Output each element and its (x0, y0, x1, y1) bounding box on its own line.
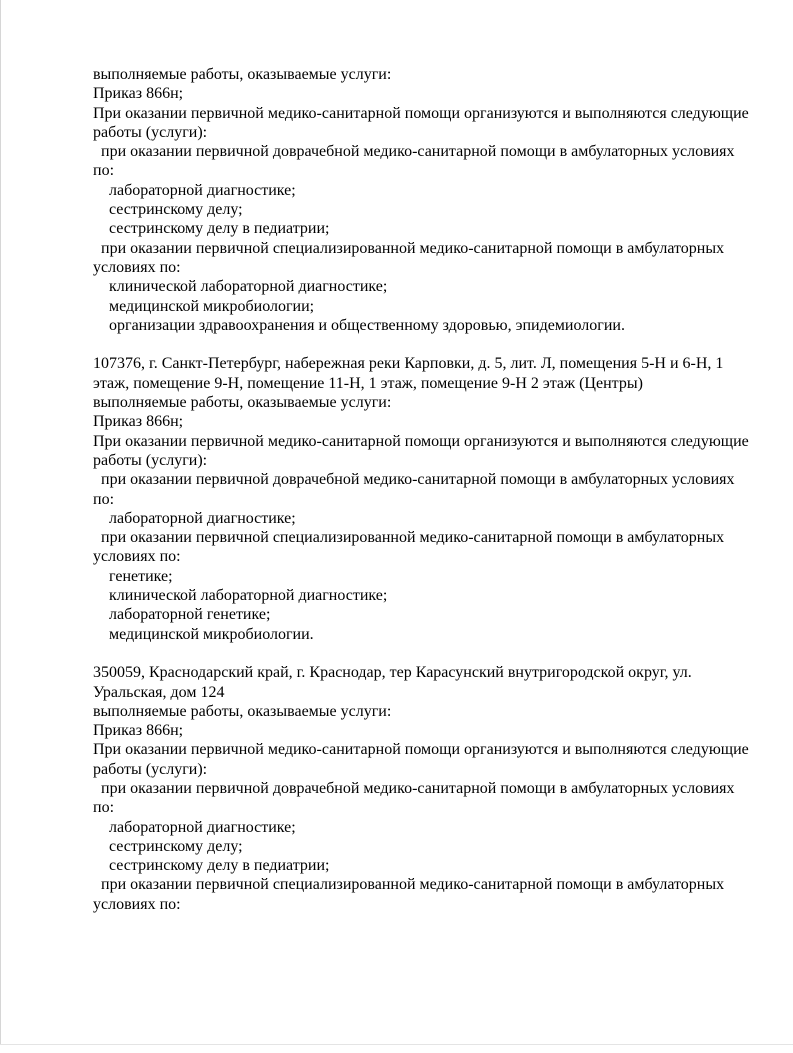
text-line: сестринскому делу; (93, 201, 243, 219)
text-line: при оказании первичной специализированной медико-санитарной помощи в амбулаторных (93, 239, 725, 257)
text-line: этаж, помещение 9-Н, помещение 11-Н, 1 этаж, помещение 9-Н 2 этаж (Центры) (93, 374, 643, 392)
text-line: условиях по: (93, 548, 181, 566)
text-line: работы (услуги): (93, 760, 208, 778)
text-line: по: (93, 490, 115, 508)
text-line: генетике; (93, 567, 173, 585)
text-line: лабораторной диагностике; (93, 181, 296, 199)
text-line: лабораторной диагностике; (93, 818, 296, 836)
text-line: Приказ 866н; (93, 722, 184, 740)
text-line: при оказании первичной специализированной медико-санитарной помощи в амбулаторных (93, 529, 725, 547)
text-line: при оказании первичной специализированной медико-санитарной помощи в амбулаторных (93, 876, 725, 894)
text-line: Уральская, дом 124 (93, 683, 225, 701)
text-line: клинической лабораторной диагностике; (93, 278, 388, 296)
text-line: медицинской микробиологии; (93, 297, 315, 315)
text-line: Приказ 866н; (93, 85, 184, 103)
text-line: выполняемые работы, оказываемые услуги: (93, 702, 392, 720)
text-line: клинической лабораторной диагностике; (93, 587, 388, 605)
text-line: сестринскому делу; (93, 837, 243, 855)
text-line: при оказании первичной доврачебной медико-санитарной помощи в амбулаторных условиях (93, 779, 735, 797)
text-line: сестринскому делу в педиатрии; (93, 220, 330, 238)
text-line: по: (93, 799, 115, 817)
text-line: При оказании первичной медико-санитарной помощи организуются и выполняются следующие (93, 104, 749, 122)
text-line: лабораторной диагностике; (93, 509, 296, 527)
text-line: выполняемые работы, оказываемые услуги: (93, 394, 392, 412)
address-block-spb (93, 354, 753, 643)
text-line: организации здравоохранения и общественному здоровью, эпидемиологии. (93, 316, 625, 334)
text-line: при оказании первичной доврачебной медико-санитарной помощи в амбулаторных условиях (93, 471, 735, 489)
text-line: 107376, г. Санкт-Петербург, набережная реки Карповки, д. 5, лит. Л, помещения 5-Н и 6-Н, 1 (93, 355, 724, 373)
text-line: при оказании первичной доврачебной медико-санитарной помощи в амбулаторных условиях (93, 143, 735, 161)
text-line: работы (услуги): (93, 123, 208, 141)
text-line: условиях по: (93, 258, 181, 276)
text-line: работы (услуги): (93, 451, 208, 469)
text-line: При оказании первичной медико-санитарной помощи организуются и выполняются следующие (93, 432, 749, 450)
text-line: условиях по: (93, 895, 181, 913)
text-line: лабораторной генетике; (93, 606, 271, 624)
text-line: 350059, Краснодарский край, г. Краснодар, тер Карасунский внутригородской округ, ул. (93, 664, 692, 682)
text-line: выполняемые работы, оказываемые услуги: (93, 66, 392, 83)
text-line: При оказании первичной медико-санитарной помощи организуются и выполняются следующие (93, 741, 749, 759)
bottom-divider-line (0, 1044, 793, 1045)
text-line: по: (93, 162, 115, 180)
text-line: Приказ 866н; (93, 413, 184, 431)
works-services-block-1 (93, 65, 753, 335)
text-line: сестринскому делу в педиатрии; (93, 857, 330, 875)
text-line: медицинской микробиологии. (93, 625, 314, 643)
address-block-krasnodar (93, 663, 753, 914)
